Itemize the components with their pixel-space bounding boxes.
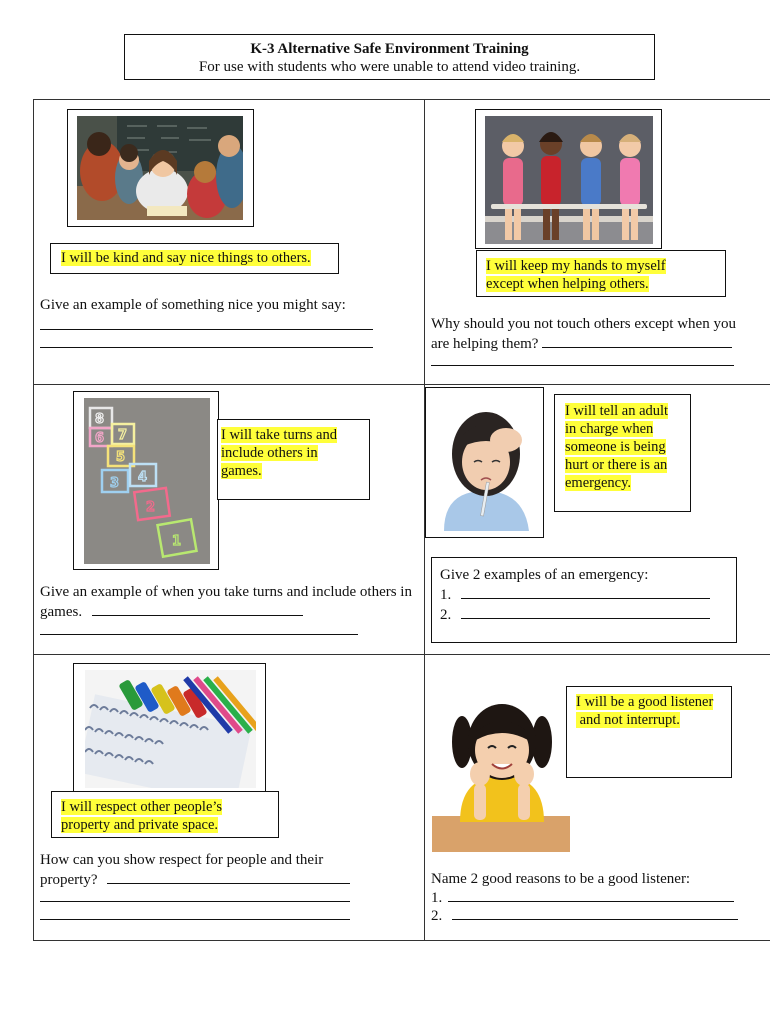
grid-bottom-border [33,940,770,941]
turns-answer-blank[interactable] [92,602,303,616]
hopscotch-number-4: 4 [138,470,148,485]
adult-statement-line-4: hurt or there is an [565,457,668,473]
hands-question-line-1: Why should you not touch others except when you [431,316,736,332]
listener-statement-box [566,686,732,778]
hands-statement-box [476,250,726,297]
hopscotch-chalk-photo [84,398,210,564]
school-supplies-photo [85,670,256,788]
adult-statement-line-2: in charge when [565,421,654,437]
kind-answer-line-1[interactable] [40,329,373,330]
respect-answer-blank[interactable] [107,870,350,884]
kind-answer-line-2[interactable] [40,347,373,348]
hopscotch-photo-frame [73,391,219,570]
sick-girl-photo-frame [425,387,544,538]
sick-girl-thermometer-photo [434,396,537,532]
emergency-item-2-number: 2. [440,607,452,623]
emergency-item-2 [440,605,736,625]
hands-answer-blank[interactable] [542,334,732,348]
turns-question-line-2-wrap [40,602,303,622]
emergency-answer-2[interactable] [461,605,710,619]
adult-statement-line-1: I will tell an adult [565,403,669,419]
supplies-photo-frame [73,663,266,794]
respect-statement-box [51,791,279,838]
emergency-question-box [431,557,737,643]
respect-answer-line-2[interactable] [40,919,350,920]
hands-question-line-2-wrap [431,334,732,354]
page-subtitle: For use with students who were unable to attend video training. [198,59,581,75]
adult-statement-line-5: emergency. [565,475,632,491]
turns-statement-line-2: include others in [221,445,318,461]
turns-answer-line[interactable] [40,634,358,635]
adult-question: Give 2 examples of an emergency: [440,567,649,583]
listener-statement-line-1: I will be a good listener [576,694,714,710]
adult-statement-box [554,394,691,512]
grid-row-divider-1 [33,384,770,385]
hands-answer-line[interactable] [431,365,734,366]
listener-question: Name 2 good reasons to be a good listener: [431,871,691,887]
respect-statement-line-1: I will respect other people’s [61,799,223,815]
grid-row-divider-2 [33,654,770,655]
gymnasts-photo-frame [475,109,662,249]
hands-statement-line-2: except when helping others. [486,276,649,292]
turns-statement-line-1: I will take turns and [221,427,337,443]
turns-statement-line-3: games. [221,463,262,479]
title-box [124,34,655,80]
hopscotch-number-1: 1 [172,534,182,549]
page-title: K-3 Alternative Safe Environment Training [250,41,529,57]
respect-question-line-1: How can you show respect for people and their [40,852,324,868]
emergency-answer-1[interactable] [461,585,710,599]
turns-statement-box [217,419,370,500]
grid-left-border [33,99,34,941]
turns-question-line-2: games. [40,604,83,620]
hopscotch-number-8: 8 [95,412,105,427]
listener-item-1 [431,888,734,908]
listener-item-2-number: 2. [431,908,443,924]
listener-statement-line-2: and not interrupt. [576,712,680,728]
gymnasts-girls-photo [485,116,653,244]
listener-item-2 [431,906,738,926]
kind-statement-box [50,243,339,274]
hands-statement-line-1: I will keep my hands to myself [486,258,666,274]
classroom-photo-frame [67,109,254,227]
kind-statement-text: I will be kind and say nice things to others. [61,250,311,266]
smiling-girl-photo [432,692,570,852]
grid-top-border [33,99,770,100]
hopscotch-number-3: 3 [110,476,120,491]
kind-question: Give an example of something nice you might say: [40,297,346,313]
hopscotch-number-6: 6 [95,431,105,446]
hopscotch-number-2: 2 [146,500,156,515]
respect-statement-line-2: property and private space. [61,817,219,833]
respect-question-line-2-wrap [40,870,350,890]
emergency-item-1-number: 1. [440,587,452,603]
hopscotch-number-5: 5 [116,450,126,465]
listener-item-1-number: 1. [431,890,443,906]
emergency-item-1 [440,585,736,605]
classroom-children-photo [77,116,243,220]
respect-question-line-2: property? [40,872,98,888]
hands-question-line-2: are helping them? [431,336,539,352]
turns-question-line-1: Give an example of when you take turns and include others in [40,584,412,600]
hopscotch-number-7: 7 [118,428,128,443]
listener-answer-1[interactable] [448,888,734,902]
adult-statement-line-3: someone is being [565,439,666,455]
listener-answer-2[interactable] [452,906,738,920]
respect-answer-line-1[interactable] [40,901,350,902]
